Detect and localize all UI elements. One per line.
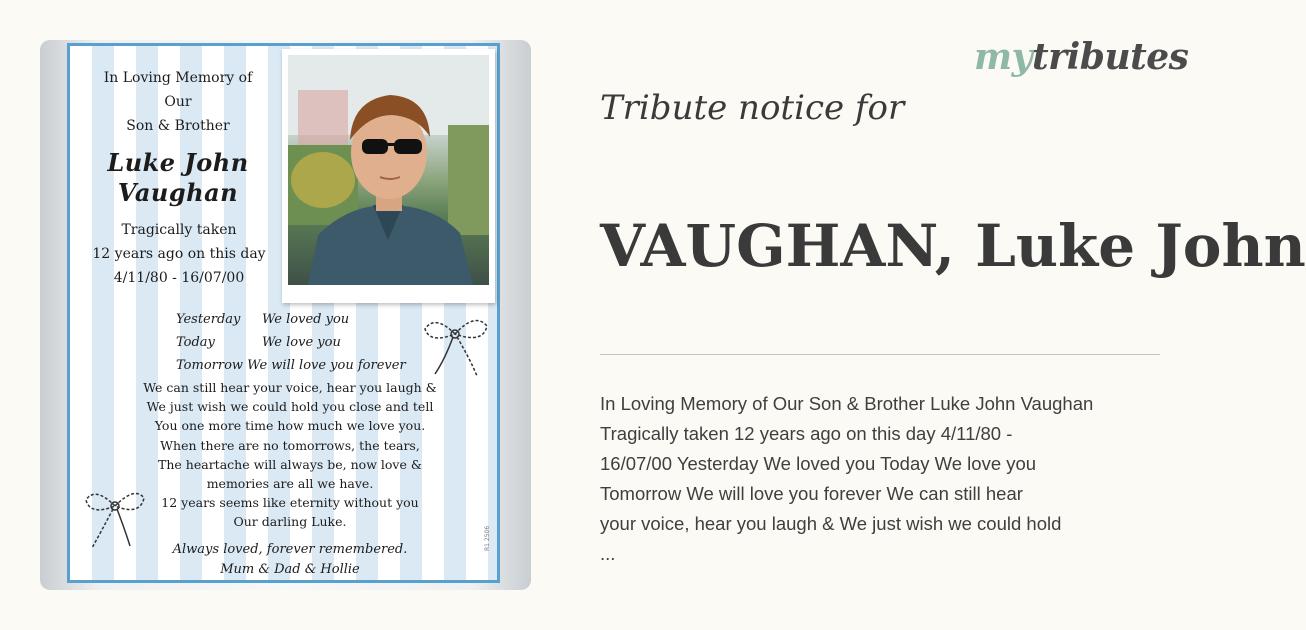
- notice-heading: [78, 66, 278, 138]
- portrait-illustration: [288, 55, 489, 285]
- verse-line: memories are all we have.: [206, 476, 374, 492]
- portrait-photo: [288, 55, 489, 285]
- tribute-notice-image: [40, 40, 531, 590]
- excerpt-line: Tomorrow We will love you forever We can still hear: [600, 483, 1023, 504]
- verse-line: We can still hear your voice, hear you laugh &: [143, 380, 437, 395]
- notice-code: R1 2506: [484, 525, 491, 551]
- poem-word: Today: [176, 335, 215, 350]
- notice-dates-line: 4/11/80 - 16/07/00: [113, 270, 245, 286]
- notice-name-line: Luke John: [107, 148, 249, 177]
- excerpt-line: Tragically taken 12 years ago on this day 4/11/80 -: [600, 423, 1013, 444]
- poem-text: We will love you forever: [247, 358, 406, 373]
- notice-heading-line: Our: [164, 94, 192, 110]
- notice-border: [67, 43, 500, 583]
- excerpt-line: your voice, hear you laugh & We just wish we could hold: [600, 513, 1062, 534]
- verse-line: The heartache will always be, now love &: [158, 456, 422, 472]
- notice-verse: [90, 378, 490, 532]
- excerpt-line: In Loving Memory of Our Son & Brother Luke John Vaughan: [600, 393, 1094, 414]
- divider: [600, 354, 1160, 355]
- excerpt-line: 16/07/00 Yesterday We loved you Today We love you: [600, 453, 1037, 474]
- portrait-photo-frame: [282, 49, 495, 303]
- verse-line: When there are no tomorrows, the tears,: [160, 437, 420, 453]
- poem-word: Yesterday: [176, 312, 241, 327]
- verse-line: 12 years seems like eternity without you: [161, 495, 419, 511]
- signoff-line: Always loved, forever remembered.: [172, 542, 408, 557]
- poem-text: We love you: [262, 335, 341, 350]
- notice-signoff: [90, 540, 490, 580]
- signoff-line: Mum & Dad & Hollie: [220, 562, 360, 577]
- excerpt-ellipsis: ...: [600, 543, 616, 564]
- notice-deceased-name: [78, 148, 278, 208]
- notice-name-line: Vaughan: [117, 178, 239, 207]
- notice-excerpt: [600, 389, 1190, 569]
- brand-logo[interactable]: [974, 36, 1188, 78]
- brand-logo-suffix: tributes: [1032, 36, 1189, 78]
- verse-line: We just wish we could hold you close and tell: [146, 399, 434, 415]
- ribbon-bow-icon: [415, 304, 495, 384]
- poem-text: We loved you: [262, 312, 350, 327]
- notice-dates-line: 12 years ago on this day: [92, 246, 266, 262]
- notice-heading-line: Son & Brother: [126, 118, 230, 134]
- page-title: VAUGHAN, Luke John: [600, 212, 1306, 280]
- verse-line: Our darling Luke.: [233, 514, 347, 530]
- tribute-label: Tribute notice for: [600, 88, 905, 128]
- notice-heading-line: In Loving Memory of: [103, 70, 253, 86]
- notice-dates: [72, 218, 286, 290]
- poem-word: Tomorrow: [176, 358, 244, 373]
- brand-logo-prefix: my: [974, 36, 1033, 78]
- verse-line: You one more time how much we love you.: [154, 418, 426, 434]
- notice-dates-line: Tragically taken: [121, 222, 237, 238]
